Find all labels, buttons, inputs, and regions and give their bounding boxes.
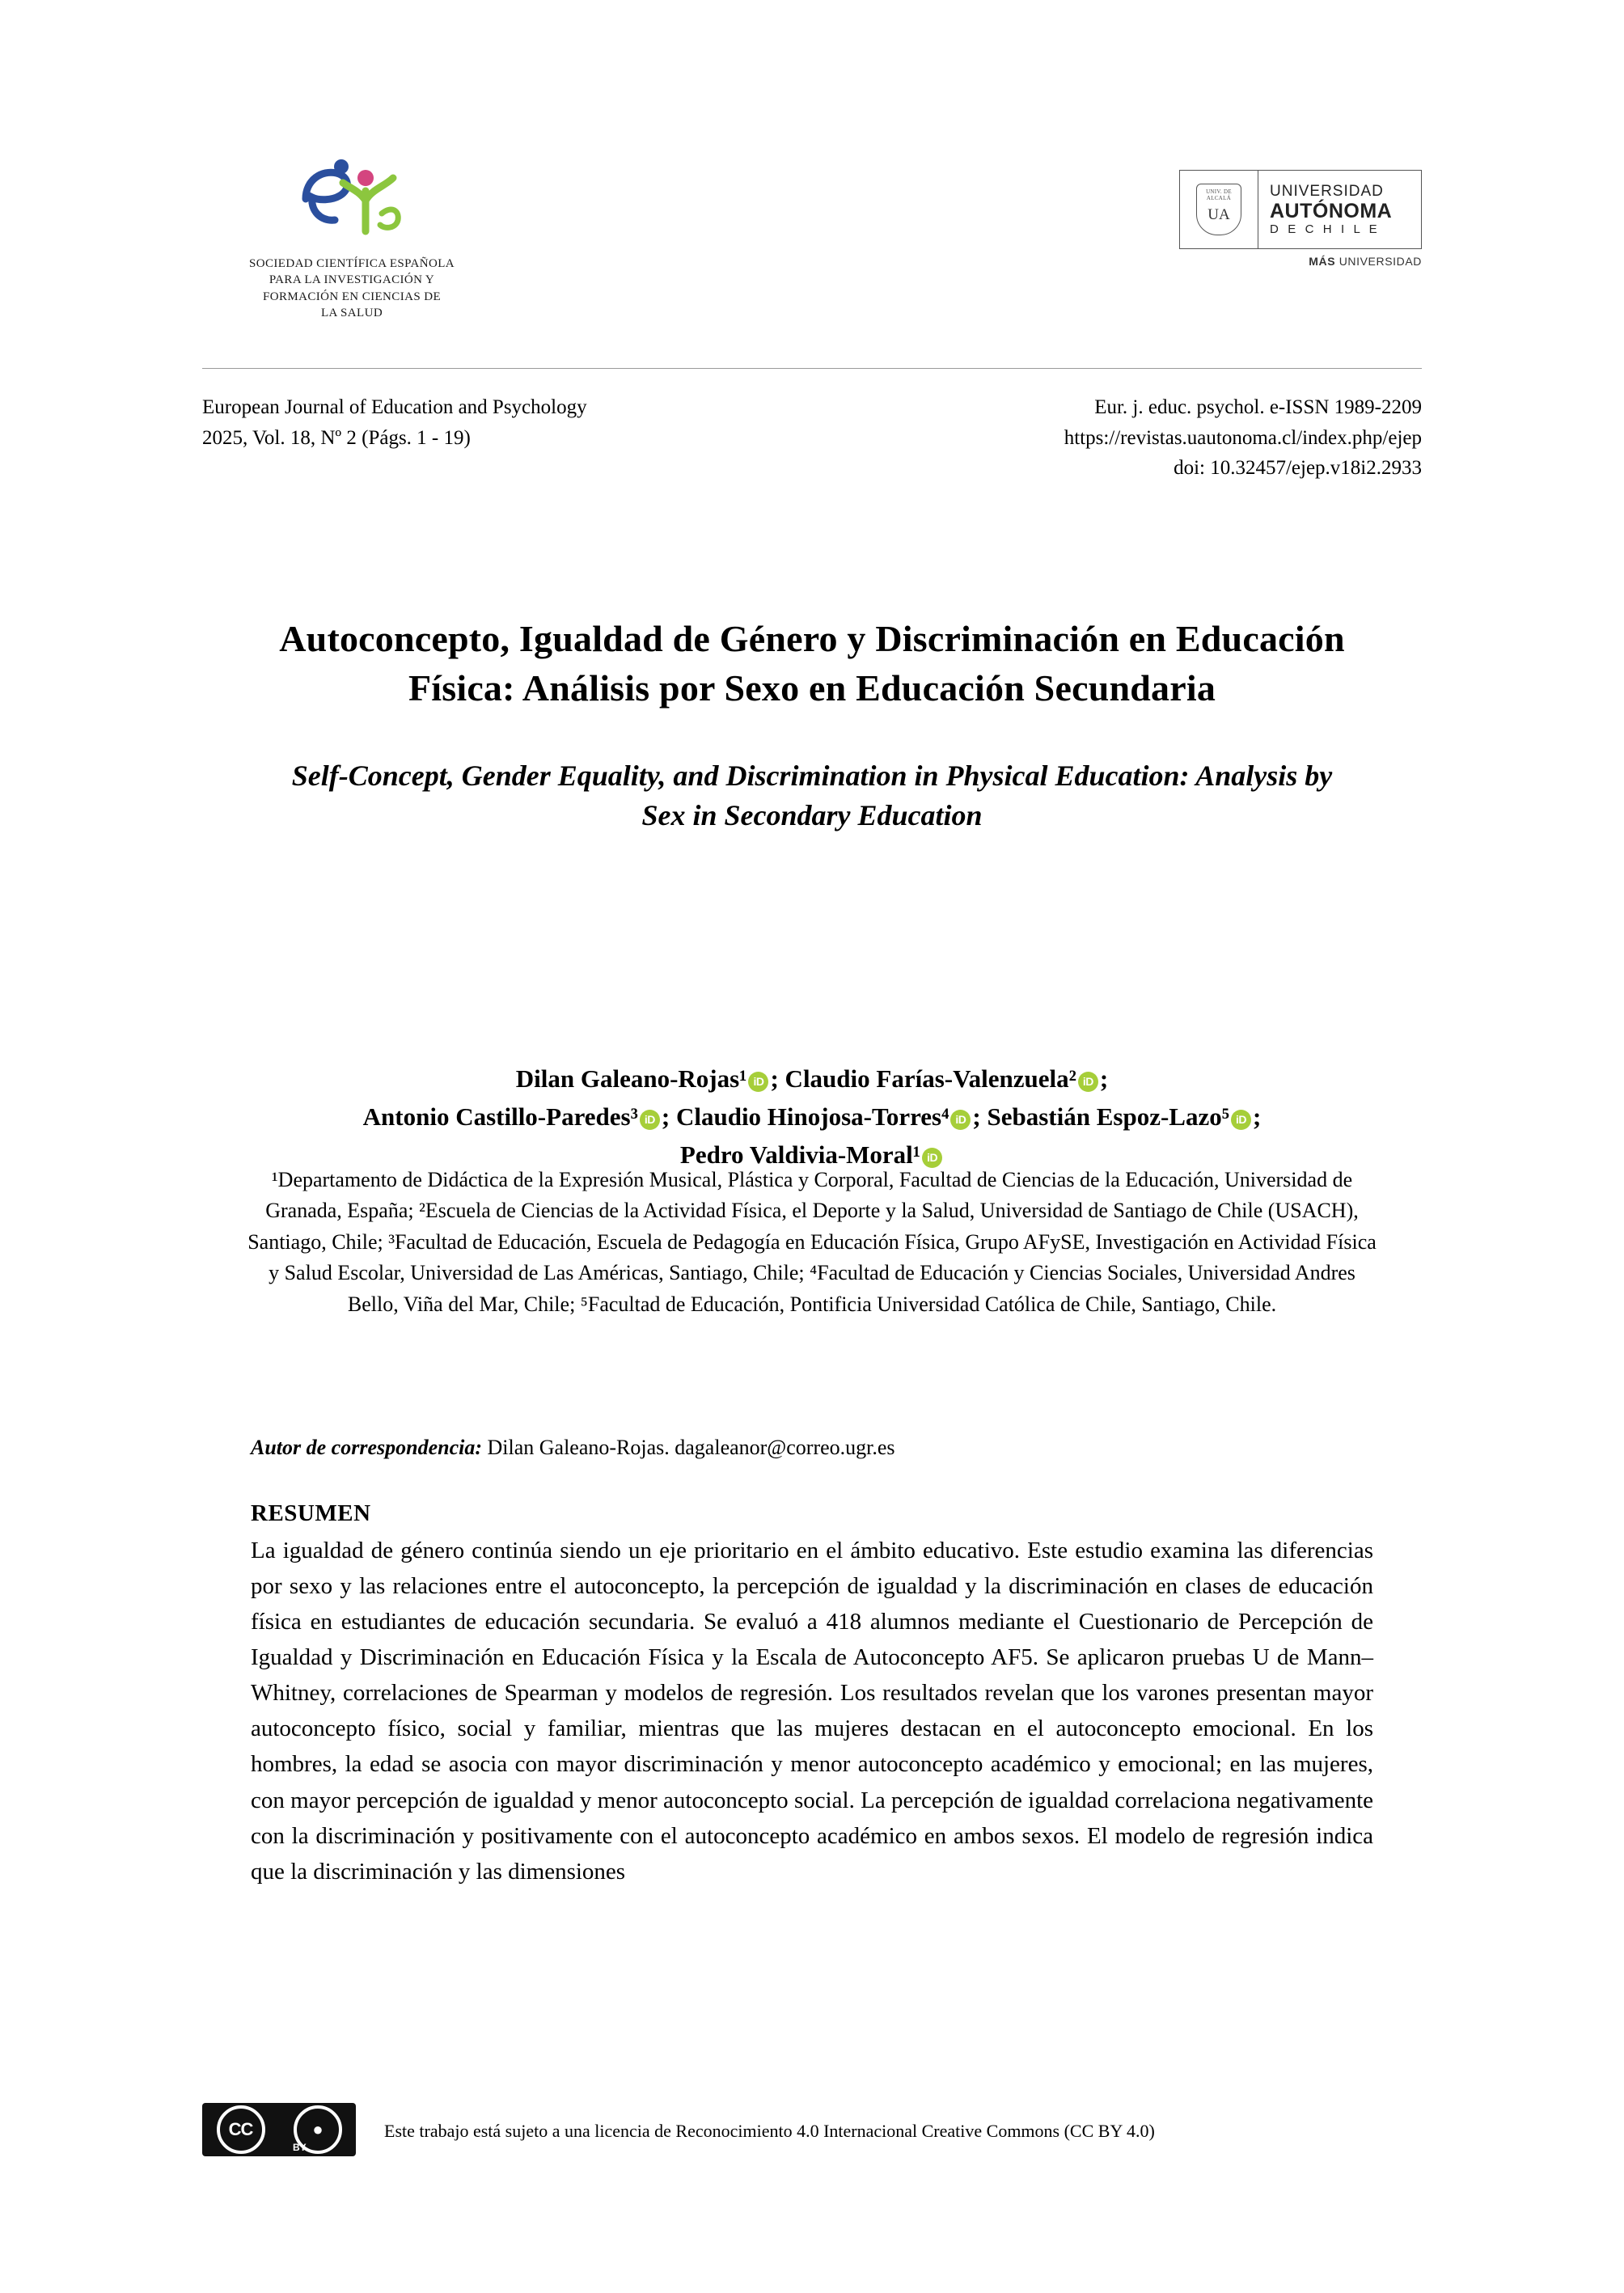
university-tagline-rest: UNIVERSIDAD	[1339, 255, 1422, 268]
society-line-4: LA SALUD	[320, 306, 383, 319]
journal-name: European Journal of Education and Psychology	[202, 396, 587, 418]
person-icon: ●	[294, 2105, 342, 2154]
header-divider	[202, 368, 1422, 369]
journal-issn: Eur. j. educ. psychol. e-ISSN 1989-2209	[1094, 396, 1422, 418]
orcid-icon[interactable]: iD	[748, 1072, 768, 1092]
orcid-icon[interactable]: iD	[922, 1148, 942, 1168]
university-name-line-3: D E C H I L E	[1270, 222, 1381, 236]
author-list	[202, 1060, 1422, 1174]
journal-issue: 2025, Vol. 18, Nº 2 (Págs. 1 - 19)	[202, 426, 471, 449]
article-doi[interactable]: doi: 10.32457/ejep.v18i2.2933	[1174, 457, 1422, 479]
orcid-icon[interactable]: iD	[1231, 1110, 1251, 1130]
author-separator: ;	[1099, 1064, 1109, 1093]
journal-meta	[202, 392, 1422, 484]
university-shield-icon	[1180, 171, 1258, 248]
corresponding-author	[251, 1436, 1422, 1460]
university-tagline-bold: MÁS	[1309, 255, 1336, 268]
shield-letters: UA	[1207, 206, 1230, 223]
author-name: ; Claudio Farías-Valenzuela²	[770, 1064, 1076, 1093]
affiliations: ¹Departamento de Didáctica de la Expresión Musical, Plástica y Corporal, Facultad de Ciencias de la Educación, Universidad de Granada, España; ²Escuela de Ciencias de la Actividad Física, el Deporte y la Salud, Universidad de Santiago de Chile (USACH), Santiago, Chile; ³Facultad de Educación, Escuela de Pedagogía en Educación Física, Grupo AFySE, Investigación en Actividad Física y Salud Escolar, Universidad de Las Américas, Santiago, Chile; ⁴Facultad de Educación y Ciencias Sociales, Universidad Andres Bello, Viña del Mar, Chile; ⁵Facultad de Educación, Pontificia Universidad Católica de Chile, Santiago, Chile.	[247, 1168, 1377, 1316]
abstract-heading: RESUMEN	[251, 1500, 371, 1526]
society-line-3: FORMACIÓN EN CIENCIAS DE	[262, 290, 442, 303]
author-line-2	[202, 1098, 1422, 1136]
author-name: Dilan Galeano-Rojas¹	[515, 1064, 747, 1093]
orcid-icon[interactable]: iD	[640, 1110, 660, 1130]
title-block	[275, 615, 1349, 836]
corresponding-author-label: Autor de correspondencia:	[251, 1436, 482, 1459]
university-name-line-1: UNIVERSIDAD	[1270, 183, 1384, 201]
page-footer	[202, 2103, 1422, 2176]
journal-meta-right	[1064, 392, 1422, 484]
license-text: Este trabajo está sujeto a una licencia de Reconocimiento 4.0 Internacional Creative Commons (CC BY 4.0)	[384, 2121, 1155, 2141]
journal-meta-left	[202, 392, 587, 453]
author-name: ; Sebastián Espoz-Lazo⁵	[972, 1102, 1230, 1132]
author-line-1	[202, 1060, 1422, 1098]
university-name-line-2: AUTÓNOMA	[1270, 200, 1393, 223]
orcid-icon[interactable]: iD	[1078, 1072, 1098, 1092]
header-logos	[202, 154, 1422, 332]
author-name: Pedro Valdivia-Moral¹	[679, 1140, 921, 1170]
university-tagline	[1179, 255, 1422, 268]
university-logo	[1179, 170, 1422, 275]
society-logo	[218, 154, 485, 321]
corresponding-author-value[interactable]: Dilan Galeano-Rojas. dagaleanor@correo.ugr.es	[487, 1436, 895, 1459]
society-line-2: PARA LA INVESTIGACIÓN Y	[269, 273, 435, 287]
shield-top-text: UNIV. DE ALCALÁ	[1206, 188, 1232, 201]
cc-icon: CC	[217, 2105, 265, 2154]
sciesp-logo-icon	[291, 154, 412, 249]
author-name: Antonio Castillo-Paredes³	[362, 1102, 638, 1132]
cc-by-label: BY	[293, 2142, 307, 2153]
society-line-1: SOCIEDAD CIENTÍFICA ESPAÑOLA	[249, 257, 455, 270]
abstract-text: La igualdad de género continúa siendo un eje prioritario en el ámbito educativo. Este estudio examina las diferencias por sexo y las relaciones entre el autoconcepto, la percepción de igualdad y la discriminación en clases de educación física en estudiantes de educación secundaria. Se evaluó a 418 alumnos mediante el Cuestionario de Percepción de Igualdad y Discriminación en Educación Física y la Escala de Autoconcepto AF5. Se aplicaron pruebas U de Mann–Whitney, correlaciones de Spearman y modelos de regresión. Los resultados revelan que los varones presentan mayor autoconcepto físico, social y familiar, mientras que las mujeres destacan en el autoconcepto emocional. En los hombres, la edad se asocia con mayor discriminación y menor autoconcepto académico y emocional; en las mujeres, con mayor percepción de igualdad y menor autoconcepto social. La percepción de igualdad correlaciona negativamente con la discriminación y positivamente con el autoconcepto académico en ambos sexos. El modelo de regresión indica que la discriminación y las dimensiones	[251, 1538, 1373, 1885]
page-title: Autoconcepto, Igualdad de Género y Discriminación en Educación Física: Análisis por Sexo en Educación Secundaria	[279, 618, 1345, 709]
journal-url[interactable]: https://revistas.uautonoma.cl/index.php/ejep	[1064, 426, 1422, 449]
author-name: ; Claudio Hinojosa-Torres⁴	[661, 1102, 949, 1132]
society-logo-text	[218, 256, 485, 321]
orcid-icon[interactable]: iD	[950, 1110, 971, 1130]
creative-commons-badge[interactable]	[202, 2103, 356, 2156]
author-separator: ;	[1253, 1102, 1262, 1132]
page-subtitle-english: Self-Concept, Gender Equality, and Discrimination in Physical Education: Analysis by Sex in Secondary Education	[291, 759, 1333, 832]
